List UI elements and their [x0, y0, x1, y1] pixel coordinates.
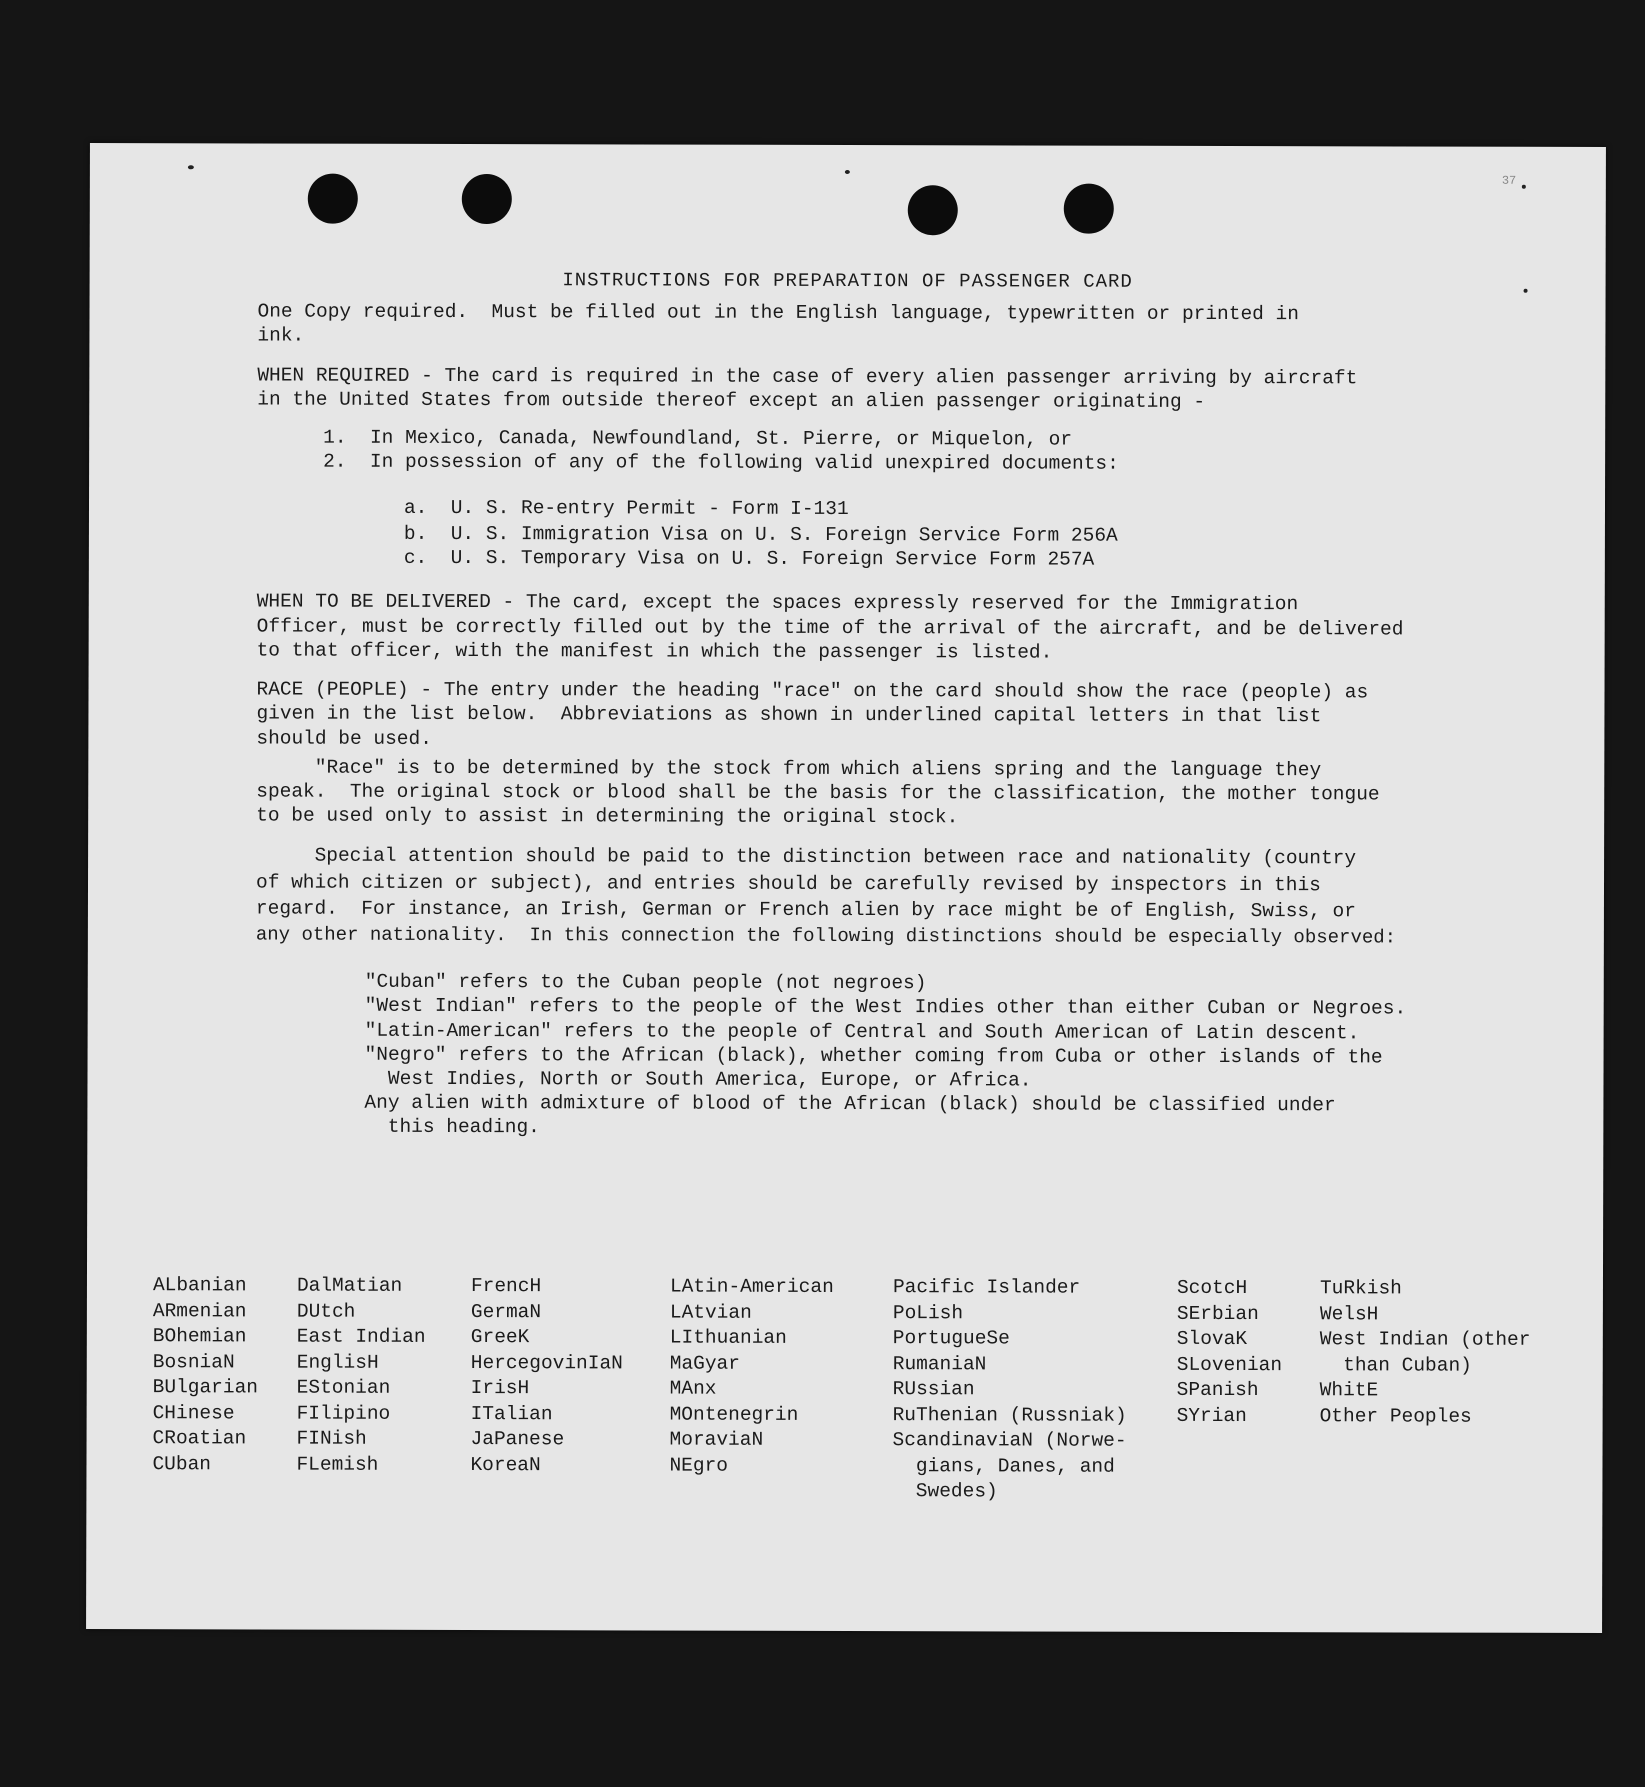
race-list-column — [892, 1275, 1127, 1505]
special-line: of which citizen or subject), and entries should be carefully revised by inspectors in this — [255, 871, 1321, 897]
distinction-line: Any alien with admixture of blood of the African (black) should be classified under — [364, 1091, 1336, 1117]
race-para-line: RACE (PEOPLE) - The entry under the heading "race" on the card should show the race (people) as — [256, 678, 1369, 704]
race-list-item: EnglisH — [296, 1351, 379, 1374]
race-list-column — [1177, 1276, 1283, 1429]
punch-hole — [462, 174, 512, 224]
numbered-item: 2. In possession of any of the following valid unexpired documents: — [323, 450, 1119, 475]
speck — [188, 165, 194, 169]
race-list-item: WelsH — [1319, 1302, 1379, 1325]
race-list-item: MoraviaN — [669, 1428, 764, 1451]
race-list-column — [296, 1274, 425, 1478]
race-list-column — [1320, 1276, 1531, 1430]
race-list-item: SlovaK — [1176, 1327, 1248, 1351]
race-list-item: Pacific Islander — [892, 1276, 1081, 1299]
race-list-item: SYrian — [1176, 1404, 1247, 1427]
race-list-item: MOntenegrin — [669, 1403, 799, 1426]
race-list-item: DUtch — [296, 1300, 356, 1323]
margin-mark: 37 — [1501, 173, 1517, 188]
race-list-item: RuThenian (Russniak) — [892, 1403, 1127, 1427]
race-list-item: LAtin-American — [669, 1275, 834, 1298]
race-list-item: FINish — [296, 1427, 367, 1450]
race-list-item: PoLish — [892, 1301, 964, 1324]
race-list-item: SPanish — [1176, 1378, 1259, 1402]
race-list-item: Swedes) — [892, 1480, 998, 1503]
race-list-item: GreeK — [470, 1326, 530, 1349]
race-def-line: "Race" is to be determined by the stock from which aliens spring and the language they — [256, 756, 1322, 782]
special-line: regard. For instance, an Irish, German or French alien by race might be of English, Swiss, or — [255, 897, 1356, 923]
distinction-line: "Cuban" refers to the Cuban people (not negroes) — [364, 970, 927, 995]
distinction-line: this heading. — [364, 1115, 540, 1139]
race-list-item: JaPanese — [470, 1428, 565, 1451]
race-list-item: RUssian — [892, 1378, 975, 1401]
race-list-item: gians, Danes, and — [892, 1454, 1115, 1478]
race-list-item: FrencH — [470, 1275, 542, 1298]
when-delivered-line: to that officer, with the manifest in which the passenger is listed. — [256, 639, 1053, 664]
race-list-column — [152, 1273, 258, 1477]
race-list-item: East Indian — [296, 1325, 426, 1348]
when-required-line: in the United States from outside thereof except an alien passenger originating - — [257, 388, 1206, 413]
race-list-item: DalMatian — [296, 1274, 403, 1297]
page-title: INSTRUCTIONS FOR PREPARATION OF PASSENGER CARD — [562, 269, 1133, 293]
race-list-item: FIlipino — [296, 1402, 391, 1425]
distinction-line: West Indies, North or South America, Europe, or Africa. — [364, 1067, 1032, 1092]
race-list-item: KoreaN — [470, 1453, 541, 1476]
race-list-item: ARmenian — [152, 1299, 247, 1322]
race-list-item: MAnx — [669, 1377, 717, 1400]
race-list-item: ScotcH — [1176, 1276, 1248, 1300]
distinction-line: "Negro" refers to the African (black), whether coming from Cuba or other islands of the — [364, 1043, 1383, 1069]
race-list-item: ALbanian — [152, 1274, 247, 1297]
race-list-item: BosniaN — [152, 1350, 235, 1373]
race-list-item: ScandinaviaN (Norwe- — [892, 1429, 1127, 1452]
race-list-item: RumaniaN — [892, 1352, 987, 1375]
lettered-item: c. U. S. Temporary Visa on U. S. Foreign Service Form 257A — [403, 546, 1095, 571]
distinction-line: "West Indian" refers to the people of the West Indies other than either Cuban or Negroes. — [364, 994, 1407, 1020]
special-line: Special attention should be paid to the distinction between race and nationality (country — [256, 844, 1357, 870]
race-list-item: Other Peoples — [1319, 1404, 1472, 1428]
race-list-item: IrisH — [470, 1377, 530, 1400]
document-page — [86, 143, 1606, 1633]
distinction-line: "Latin-American" refers to the people of Central and South American of Latin descent. — [364, 1019, 1360, 1045]
race-list-item: HercegovinIaN — [470, 1351, 623, 1374]
numbered-item: 1. In Mexico, Canada, Newfoundland, St. Pierre, or Miquelon, or — [323, 426, 1073, 451]
race-list-item: West Indian (other — [1319, 1328, 1531, 1351]
race-def-line: to be used only to assist in determining the original stock. — [256, 804, 959, 829]
race-list-item: CHinese — [152, 1401, 235, 1424]
punch-hole — [308, 174, 358, 224]
race-list-item: BOhemian — [152, 1325, 247, 1348]
lettered-item: b. U. S. Immigration Visa on U. S. Foreign Service Form 256A — [403, 522, 1118, 547]
race-list-column — [669, 1275, 833, 1479]
lettered-item: a. U. S. Re-entry Permit - Form I-131 — [403, 496, 849, 521]
race-list-item: SLovenian — [1176, 1353, 1283, 1376]
race-list-item: EStonian — [296, 1376, 391, 1399]
race-list-item: WhitE — [1319, 1379, 1379, 1402]
intro-line: One Copy required. Must be filled out in the English language, typewritten or printed in — [257, 300, 1300, 326]
race-list-item: than Cuban) — [1319, 1353, 1472, 1377]
race-list-item: NEgro — [669, 1454, 729, 1477]
race-def-line: speak. The original stock or blood shall be the basis for the classification, the mother tongue — [256, 780, 1380, 806]
race-para-line: should be used. — [256, 727, 432, 750]
race-para-line: given in the list below. Abbreviations as shown in underlined capital letters in that list — [256, 702, 1322, 728]
race-list-item: GermaN — [470, 1300, 542, 1323]
race-list-item: FLemish — [296, 1453, 379, 1476]
race-list-item: LIthuanian — [669, 1326, 787, 1349]
race-list-item: SErbian — [1176, 1302, 1259, 1325]
race-list-column — [470, 1274, 623, 1478]
speck — [1522, 185, 1526, 189]
when-delivered-line: WHEN TO BE DELIVERED - The card, except the spaces expressly reserved for the Immigration — [256, 590, 1299, 616]
race-list-item: CRoatian — [152, 1427, 247, 1450]
race-list-item: MaGyar — [669, 1352, 741, 1375]
race-list-item: TuRkish — [1319, 1277, 1402, 1300]
speck — [845, 170, 850, 174]
when-delivered-line: Officer, must be correctly filled out by the time of the arrival of the aircraft, and be delivered — [256, 615, 1404, 641]
race-list-item: LAtvian — [669, 1301, 752, 1324]
intro-line: ink. — [257, 324, 305, 347]
race-list-item: CUban — [152, 1452, 212, 1475]
race-list-item: BUlgarian — [152, 1376, 259, 1399]
special-line: any other nationality. In this connection the following distinctions should be especially observed: — [255, 923, 1397, 949]
punch-hole — [908, 185, 958, 235]
when-required-line: WHEN REQUIRED - The card is required in the case of every alien passenger arriving by aircraft — [257, 364, 1358, 390]
race-list-item: ITalian — [470, 1402, 553, 1425]
punch-hole — [1064, 184, 1114, 234]
race-list-item: PortugueSe — [892, 1327, 1010, 1350]
